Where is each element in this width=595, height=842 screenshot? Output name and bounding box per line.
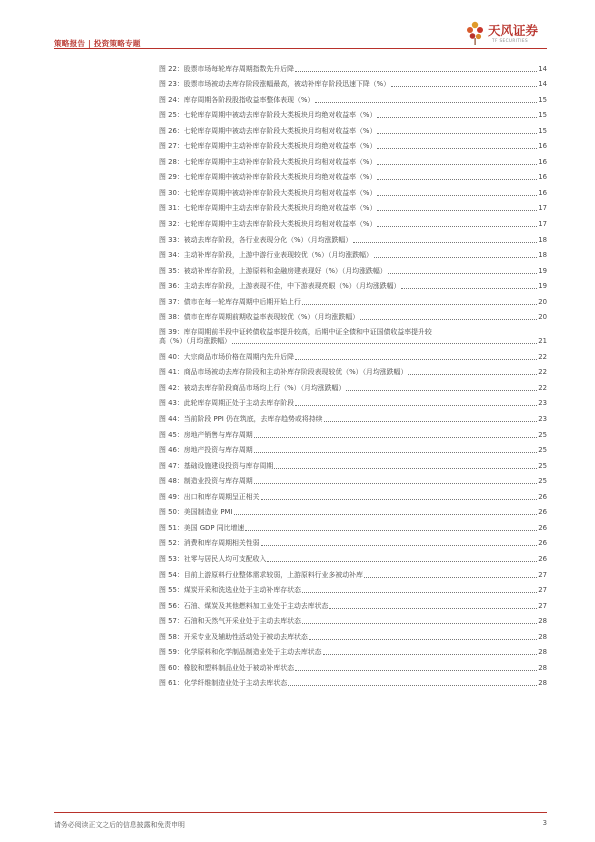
toc-entry-page: 15: [538, 126, 547, 135]
toc-leader-dots: [377, 210, 537, 211]
logo-flower-icon: [466, 20, 488, 46]
toc-entry-label: 图 41：商品市场被动去库存阶段和主动补库存阶段表现较优（%）（月均涨跌幅）: [159, 368, 408, 377]
toc-entry-label: 图 58：开采专业及辅助性活动处于被动去库状态: [159, 632, 308, 641]
toc-entry[interactable]: [159, 151, 547, 167]
toc-entry[interactable]: [159, 626, 547, 642]
logo-subtitle: TF SECURITIES: [492, 38, 529, 43]
toc-leader-dots: [232, 343, 537, 344]
toc-leader-dots: [323, 654, 538, 655]
toc-entry-label: 图 27：七轮库存周期中主动补库存阶段大类板块月均绝对收益率（%）: [159, 142, 377, 151]
toc-entry-label: 图 46：房地产投资与库存周期: [159, 446, 253, 455]
toc-entry-label: 图 51：美国 GDP 同比增速: [159, 523, 245, 532]
toc-entry-page: 21: [538, 337, 547, 346]
company-logo: [466, 20, 552, 50]
toc-entry[interactable]: [159, 58, 547, 74]
toc-entry-label: 图 61：化学纤维制造业处于主动去库状态: [159, 679, 288, 688]
toc-entry-page: 19: [538, 282, 547, 291]
toc-entry[interactable]: [159, 502, 547, 518]
toc-leader-dots: [295, 670, 537, 671]
toc-leader-dots: [261, 545, 538, 546]
toc-entry[interactable]: [159, 182, 547, 198]
toc-entry-page: 17: [538, 204, 547, 213]
toc-entry-label: 图 45：房地产销售与库存周期: [159, 430, 253, 439]
toc-entry[interactable]: [159, 198, 547, 214]
toc-leader-dots: [302, 592, 537, 593]
toc-leader-dots: [377, 195, 537, 196]
toc-entry[interactable]: [159, 673, 547, 689]
toc-entry[interactable]: [159, 517, 547, 533]
toc-entry[interactable]: [159, 346, 547, 362]
toc-leader-dots: [388, 273, 538, 274]
toc-entry-label-continued: 高（%）（月均涨跌幅）: [159, 337, 232, 346]
toc-entry-label: 图 39：库存周期前半段中证转债收益率提升较高，后期中证全债和中证国债收益率提升较: [159, 328, 432, 337]
toc-entry-label: 图 37：债市在每一轮库存周期中后期开始上行: [159, 297, 301, 306]
toc-entry-page: 28: [538, 663, 547, 672]
toc-leader-dots: [329, 608, 537, 609]
toc-entry-page: 28: [538, 617, 547, 626]
toc-leader-dots: [353, 242, 537, 243]
toc-entry-page: 28: [538, 679, 547, 688]
toc-entry-label: 图 30：七轮库存周期中被动补库存阶段大类板块月均相对收益率（%）: [159, 188, 377, 197]
toc-entry-page: 16: [538, 157, 547, 166]
toc-leader-dots: [324, 421, 538, 422]
toc-entry-page: 23: [538, 399, 547, 408]
toc-entry-label: 图 59：化学原料和化学制品制造业处于主动去库状态: [159, 648, 322, 657]
toc-entry-page: 16: [538, 173, 547, 182]
toc-entry[interactable]: [159, 105, 547, 121]
toc-leader-dots: [302, 304, 537, 305]
toc-entry[interactable]: [159, 548, 547, 564]
toc-entry-label: 图 44：当前阶段 PPI 仍在筑底，去库存趋势或将持续: [159, 415, 323, 424]
toc-entry-label: 图 53：社零与居民人均可支配收入: [159, 554, 267, 563]
toc-leader-dots: [346, 390, 537, 391]
toc-entry-label: 图 49：出口和库存周期呈正相关: [159, 492, 260, 501]
toc-leader-dots: [377, 164, 537, 165]
toc-leader-dots: [364, 577, 537, 578]
toc-entry-page: 28: [538, 648, 547, 657]
toc-entry-label: 图 50：美国制造业 PMI: [159, 508, 233, 517]
toc-entry-label: 图 23：股票市场被动去库存阶段涨幅最高，被动补库存阶段迅速下降（%）: [159, 80, 391, 89]
toc-entry-page: 26: [538, 523, 547, 532]
toc-entry-label: 图 42：被动去库存阶段商品市场均上行（%）（月均涨跌幅）: [159, 383, 346, 392]
toc-entry[interactable]: [159, 229, 547, 245]
toc-entry-page: 16: [538, 142, 547, 151]
toc-entry[interactable]: [159, 307, 547, 323]
toc-leader-dots: [315, 102, 537, 103]
toc-entry-page: 14: [538, 64, 547, 73]
toc-leader-dots: [377, 117, 537, 118]
toc-entry-page: 20: [538, 313, 547, 322]
toc-entry[interactable]: [159, 595, 547, 611]
toc-entry-page: 23: [538, 415, 547, 424]
toc-entry[interactable]: [159, 564, 547, 580]
logo-name: 天风证券: [488, 23, 539, 38]
toc-entry-label: 图 29：七轮库存周期中被动补库存阶段大类板块月均绝对收益率（%）: [159, 173, 377, 182]
toc-leader-dots: [295, 71, 537, 72]
toc-entry-label: 图 60：橡胶和塑料制品业处于被动补库状态: [159, 663, 294, 672]
toc-entry-page: 20: [538, 297, 547, 306]
toc-entry[interactable]: [159, 440, 547, 456]
toc-entry[interactable]: [159, 322, 547, 346]
toc-entry-page: 17: [538, 220, 547, 229]
toc-entry-page: 27: [538, 586, 547, 595]
toc-entry-label: 图 48：制造业投资与库存周期: [159, 477, 253, 486]
toc-entry[interactable]: [159, 136, 547, 152]
toc-entry-page: 18: [538, 251, 547, 260]
toc-entry[interactable]: [159, 580, 547, 596]
toc-leader-dots: [374, 257, 537, 258]
toc-entry-label: 图 56：石油、煤炭及其他燃料加工业处于主动去库状态: [159, 601, 329, 610]
toc-leader-dots: [254, 437, 538, 438]
toc-entry[interactable]: [159, 74, 547, 90]
header-divider: [54, 48, 547, 49]
toc-entry-label: 图 43：此轮库存周期正处于主动去库存阶段: [159, 399, 294, 408]
toc-entry-label: 图 31：七轮库存周期中主动去库存阶段大类板块月均绝对收益率（%）: [159, 204, 377, 213]
toc-leader-dots: [288, 685, 537, 686]
toc-entry[interactable]: [159, 455, 547, 471]
toc-entry-label: 图 32：七轮库存周期中主动去库存阶段大类板块月均相对收益率（%）: [159, 220, 377, 229]
toc-entry-page: 25: [538, 446, 547, 455]
toc-leader-dots: [408, 374, 537, 375]
toc-entry-page: 26: [538, 539, 547, 548]
toc-entry-label: 图 33：被动去库存阶段，各行业表现分化（%）（月均涨跌幅）: [159, 235, 353, 244]
toc-entry[interactable]: [159, 657, 547, 673]
toc-entry[interactable]: [159, 471, 547, 487]
toc-entry[interactable]: [159, 377, 547, 393]
toc-entry-label: 图 26：七轮库存周期中被动去库存阶段大类板块月均相对收益率（%）: [159, 126, 377, 135]
toc-entry-label: 图 25：七轮库存周期中被动去库存阶段大类板块月均绝对收益率（%）: [159, 111, 377, 120]
toc-leader-dots: [254, 483, 538, 484]
toc-entry-page: 26: [538, 508, 547, 517]
toc-entry-page: 14: [538, 80, 547, 89]
toc-entry-page: 25: [538, 430, 547, 439]
toc-entry-page: 22: [538, 352, 547, 361]
toc-entry-page: 15: [538, 111, 547, 120]
toc-entry[interactable]: [159, 642, 547, 658]
toc-entry-page: 26: [538, 554, 547, 563]
toc-entry[interactable]: [159, 408, 547, 424]
toc-entry-page: 16: [538, 188, 547, 197]
toc-entry[interactable]: [159, 611, 547, 627]
toc-leader-dots: [274, 468, 537, 469]
toc-leader-dots: [391, 86, 537, 87]
toc-entry[interactable]: [159, 486, 547, 502]
toc-leader-dots: [254, 452, 538, 453]
toc-entry-page: 27: [538, 570, 547, 579]
toc-entry[interactable]: [159, 120, 547, 136]
toc-entry-label: 图 57：石油和天然气开采业处于主动去库状态: [159, 617, 301, 626]
toc-entry[interactable]: [159, 260, 547, 276]
toc-leader-dots: [401, 288, 537, 289]
toc-entry[interactable]: [159, 291, 547, 307]
toc-leader-dots: [234, 514, 538, 515]
toc-leader-dots: [377, 179, 537, 180]
toc-leader-dots: [295, 359, 537, 360]
toc-leader-dots: [309, 639, 537, 640]
toc-entry-page: 15: [538, 95, 547, 104]
toc-leader-dots: [377, 148, 537, 149]
toc-entry-label: 图 40：大宗商品市场价格在周期内先升后降: [159, 352, 294, 361]
figure-list: [159, 58, 547, 688]
toc-entry-label: 图 24：库存周期各阶段股指收益率整体表现（%）: [159, 95, 315, 104]
toc-entry-page: 22: [538, 383, 547, 392]
footer-divider: [54, 812, 547, 813]
toc-entry-page: 27: [538, 601, 547, 610]
toc-entry[interactable]: [159, 424, 547, 440]
toc-entry-page: 19: [538, 266, 547, 275]
toc-entry-label: 图 38：债市在库存周期前期收益率表现较优（%）（月均涨跌幅）: [159, 313, 360, 322]
toc-entry-page: 28: [538, 632, 547, 641]
toc-leader-dots: [302, 623, 537, 624]
toc-entry-label: 图 47：基础设施建设投资与库存周期: [159, 461, 274, 470]
toc-leader-dots: [377, 226, 537, 227]
toc-entry-label: 图 22：股票市场每轮库存周期指数先升后降: [159, 64, 294, 73]
toc-entry[interactable]: [159, 276, 547, 292]
toc-entry-label: 图 52：消费和库存周期相关性弱: [159, 539, 260, 548]
toc-leader-dots: [360, 319, 537, 320]
toc-entry-label: 图 28：七轮库存周期中主动补库存阶段大类板块月均相对收益率（%）: [159, 157, 377, 166]
toc-entry[interactable]: [159, 167, 547, 183]
toc-entry-label: 图 36：主动去库存阶段，上游表现不佳，中下游表现亮眼（%）（月均涨跌幅）: [159, 282, 401, 291]
toc-entry[interactable]: [159, 362, 547, 378]
toc-entry[interactable]: [159, 89, 547, 105]
toc-entry[interactable]: [159, 213, 547, 229]
toc-entry-page: 25: [538, 461, 547, 470]
toc-entry[interactable]: [159, 393, 547, 409]
footer-disclaimer: 请务必阅读正文之后的信息披露和免责申明: [54, 821, 185, 829]
page-number: 3: [542, 819, 547, 827]
toc-entry-page: 26: [538, 492, 547, 501]
toc-entry-page: 25: [538, 477, 547, 486]
toc-leader-dots: [377, 133, 537, 134]
toc-leader-dots: [261, 499, 538, 500]
toc-leader-dots: [267, 561, 537, 562]
toc-entry-label: 图 34：主动补库存阶段，上游中游行业表现较优（%）（月均涨跌幅）: [159, 251, 373, 260]
toc-entry-page: 18: [538, 235, 547, 244]
toc-entry-label: 图 54：目前上游原料行业整体需求较弱，上游原料行业多被动补库: [159, 570, 363, 579]
toc-entry[interactable]: [159, 533, 547, 549]
header-title: 策略报告 | 投资策略专题: [54, 39, 141, 48]
toc-entry-page: 22: [538, 368, 547, 377]
toc-leader-dots: [245, 530, 537, 531]
toc-leader-dots: [295, 405, 537, 406]
toc-entry[interactable]: [159, 245, 547, 261]
toc-entry-label: 图 55：煤炭开采和洗选业处于主动补库存状态: [159, 586, 301, 595]
toc-entry-label: 图 35：被动补库存阶段，上游原料和金融房建表现好（%）（月均涨跌幅）: [159, 266, 387, 275]
